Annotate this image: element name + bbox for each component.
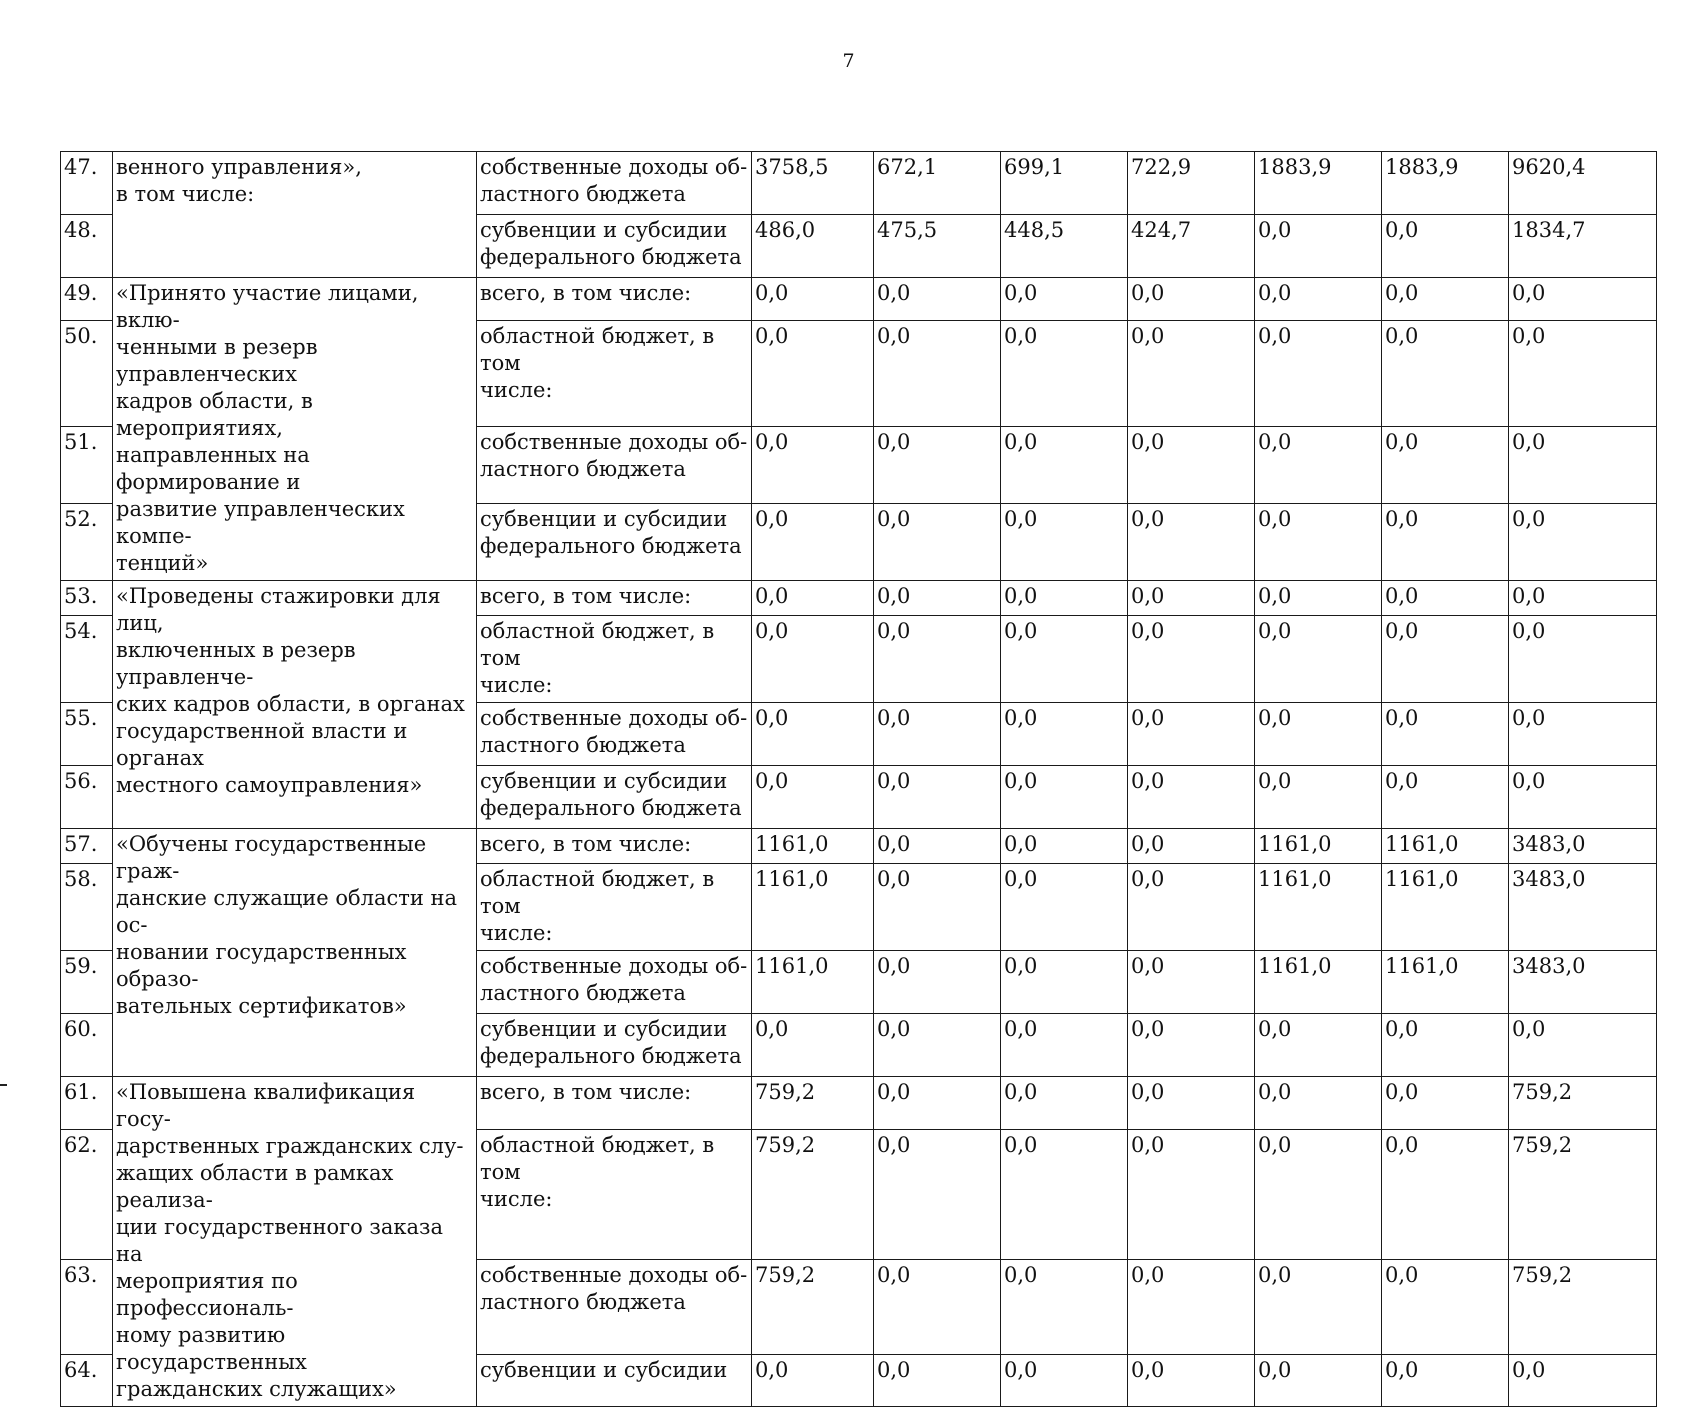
row-number: 57. (61, 829, 113, 864)
value-cell: 0,0 (752, 504, 874, 581)
funding-source: собственные доходы об- ластного бюджета (477, 703, 752, 766)
value-cell: 0,0 (1001, 703, 1128, 766)
value-cell: 0,0 (874, 703, 1001, 766)
value-cell: 0,0 (1255, 1260, 1382, 1355)
value-cell: 0,0 (1255, 427, 1382, 504)
funding-source: собственные доходы об- ластного бюджета (477, 427, 752, 504)
value-cell: 0,0 (1255, 766, 1382, 829)
value-cell: 486,0 (752, 215, 874, 278)
value-cell: 759,2 (752, 1077, 874, 1130)
value-cell: 0,0 (1128, 1014, 1255, 1077)
value-cell-total: 0,0 (1509, 320, 1657, 426)
value-cell: 0,0 (1128, 320, 1255, 426)
funding-source: всего, в том числе: (477, 1077, 752, 1130)
value-cell: 0,0 (1001, 1014, 1128, 1077)
value-cell: 0,0 (1128, 864, 1255, 951)
value-cell: 1161,0 (752, 951, 874, 1014)
value-cell-total: 0,0 (1509, 427, 1657, 504)
value-cell: 0,0 (1128, 1260, 1255, 1355)
value-cell-total: 3483,0 (1509, 951, 1657, 1014)
value-cell: 1161,0 (1382, 951, 1509, 1014)
value-cell: 0,0 (1255, 1354, 1382, 1407)
value-cell-total: 0,0 (1509, 1014, 1657, 1077)
event-description: «Принято участие лицами, вклю- ченными в резерв управленческих кадров области, в мероприятиях, направленных на формирование и развитие управленческих компе- тенций» (113, 278, 477, 581)
value-cell: 0,0 (1128, 1129, 1255, 1260)
value-cell: 672,1 (874, 152, 1001, 215)
value-cell: 0,0 (1382, 1077, 1509, 1130)
funding-source: собственные доходы об- ластного бюджета (477, 152, 752, 215)
value-cell: 0,0 (874, 320, 1001, 426)
row-number: 53. (61, 581, 113, 616)
value-cell: 0,0 (1382, 703, 1509, 766)
funding-source: собственные доходы об- ластного бюджета (477, 951, 752, 1014)
value-cell: 0,0 (1001, 1129, 1128, 1260)
value-cell: 0,0 (1128, 829, 1255, 864)
value-cell: 0,0 (752, 703, 874, 766)
funding-source: собственные доходы об- ластного бюджета (477, 1260, 752, 1355)
row-number: 60. (61, 1014, 113, 1077)
value-cell: 0,0 (1382, 1260, 1509, 1355)
value-cell: 0,0 (752, 278, 874, 321)
value-cell-total: 0,0 (1509, 278, 1657, 321)
value-cell: 0,0 (874, 951, 1001, 1014)
funding-source: субвенции и субсидии федерального бюджета (477, 215, 752, 278)
value-cell: 0,0 (752, 427, 874, 504)
row-number: 47. (61, 152, 113, 215)
value-cell: 0,0 (1001, 1077, 1128, 1130)
margin-mark (0, 1084, 7, 1086)
value-cell: 0,0 (1382, 278, 1509, 321)
value-cell-total: 0,0 (1509, 1354, 1657, 1407)
value-cell: 0,0 (1382, 504, 1509, 581)
value-cell: 0,0 (1382, 320, 1509, 426)
funding-source: всего, в том числе: (477, 581, 752, 616)
value-cell-total: 9620,4 (1509, 152, 1657, 215)
row-number: 54. (61, 616, 113, 703)
event-description: «Повышена квалификация госу- дарственных гражданских слу- жащих области в рамках реализа- ции государственного заказа на мероприятия по профессиональ- ному развитию государственных гражданских служащих» (113, 1077, 477, 1407)
value-cell-total: 759,2 (1509, 1077, 1657, 1130)
value-cell-total: 0,0 (1509, 616, 1657, 703)
row-number: 52. (61, 504, 113, 581)
table-row (61, 278, 1657, 321)
funding-source: областной бюджет, в том числе: (477, 1129, 752, 1260)
value-cell: 0,0 (874, 1129, 1001, 1260)
row-number: 64. (61, 1354, 113, 1407)
value-cell: 0,0 (874, 829, 1001, 864)
value-cell: 0,0 (1001, 951, 1128, 1014)
value-cell: 448,5 (1001, 215, 1128, 278)
value-cell: 1161,0 (1255, 829, 1382, 864)
value-cell: 1161,0 (752, 829, 874, 864)
value-cell: 0,0 (752, 581, 874, 616)
value-cell: 0,0 (1255, 278, 1382, 321)
value-cell: 1161,0 (752, 864, 874, 951)
value-cell: 0,0 (1001, 616, 1128, 703)
value-cell: 0,0 (874, 1014, 1001, 1077)
budget-table (60, 151, 1657, 1407)
value-cell: 0,0 (1382, 1014, 1509, 1077)
value-cell: 0,0 (1001, 504, 1128, 581)
value-cell: 0,0 (752, 616, 874, 703)
value-cell: 0,0 (874, 766, 1001, 829)
funding-source: областной бюджет, в том числе: (477, 320, 752, 426)
page-number: 7 (842, 50, 855, 72)
row-number: 55. (61, 703, 113, 766)
value-cell: 0,0 (1001, 320, 1128, 426)
funding-source: субвенции и субсидии федерального бюджета (477, 504, 752, 581)
value-cell: 0,0 (1128, 504, 1255, 581)
value-cell: 0,0 (1128, 278, 1255, 321)
funding-source: всего, в том числе: (477, 278, 752, 321)
value-cell: 699,1 (1001, 152, 1128, 215)
value-cell: 0,0 (1001, 829, 1128, 864)
value-cell: 0,0 (874, 864, 1001, 951)
value-cell: 0,0 (1001, 864, 1128, 951)
value-cell: 0,0 (1128, 951, 1255, 1014)
value-cell: 0,0 (752, 1014, 874, 1077)
value-cell-total: 0,0 (1509, 504, 1657, 581)
value-cell: 759,2 (752, 1129, 874, 1260)
row-number: 51. (61, 427, 113, 504)
value-cell: 0,0 (874, 616, 1001, 703)
table-row (61, 1077, 1657, 1130)
value-cell: 0,0 (874, 581, 1001, 616)
value-cell: 3758,5 (752, 152, 874, 215)
event-description: «Проведены стажировки для лиц, включенных в резерв управленче- ских кадров области, в органах государственной власти и органах местного самоуправления» (113, 581, 477, 829)
table-row (61, 581, 1657, 616)
value-cell: 0,0 (1255, 215, 1382, 278)
value-cell-total: 1834,7 (1509, 215, 1657, 278)
value-cell: 0,0 (874, 278, 1001, 321)
value-cell: 1883,9 (1382, 152, 1509, 215)
funding-source: областной бюджет, в том числе: (477, 616, 752, 703)
value-cell: 0,0 (1128, 1354, 1255, 1407)
value-cell: 424,7 (1128, 215, 1255, 278)
value-cell: 0,0 (1001, 278, 1128, 321)
row-number: 59. (61, 951, 113, 1014)
row-number: 63. (61, 1260, 113, 1355)
value-cell: 0,0 (1001, 766, 1128, 829)
value-cell-total: 3483,0 (1509, 829, 1657, 864)
value-cell-total: 0,0 (1509, 581, 1657, 616)
value-cell: 0,0 (1382, 581, 1509, 616)
value-cell-total: 0,0 (1509, 703, 1657, 766)
value-cell: 0,0 (1255, 504, 1382, 581)
value-cell: 1883,9 (1255, 152, 1382, 215)
value-cell: 0,0 (1001, 1354, 1128, 1407)
row-number: 48. (61, 215, 113, 278)
value-cell: 0,0 (752, 1354, 874, 1407)
value-cell: 0,0 (1128, 766, 1255, 829)
value-cell: 0,0 (1255, 320, 1382, 426)
event-description: «Обучены государственные граж- данские служащие области на ос- новании государственных образо- вательных сертификатов» (113, 829, 477, 1077)
value-cell: 0,0 (1255, 581, 1382, 616)
row-number: 50. (61, 320, 113, 426)
value-cell-total: 759,2 (1509, 1260, 1657, 1355)
table-row (61, 152, 1657, 215)
funding-source: субвенции и субсидии (477, 1354, 752, 1407)
value-cell: 1161,0 (1255, 951, 1382, 1014)
row-number: 58. (61, 864, 113, 951)
value-cell: 0,0 (1128, 703, 1255, 766)
value-cell: 0,0 (1382, 766, 1509, 829)
row-number: 49. (61, 278, 113, 321)
funding-source: всего, в том числе: (477, 829, 752, 864)
value-cell: 0,0 (1255, 703, 1382, 766)
value-cell: 0,0 (874, 427, 1001, 504)
value-cell: 0,0 (1128, 1077, 1255, 1130)
value-cell: 0,0 (874, 1260, 1001, 1355)
event-description: венного управления», в том числе: (113, 152, 477, 278)
value-cell: 0,0 (1255, 616, 1382, 703)
value-cell-total: 759,2 (1509, 1129, 1657, 1260)
value-cell: 0,0 (874, 504, 1001, 581)
value-cell: 0,0 (1382, 1354, 1509, 1407)
value-cell: 0,0 (1128, 581, 1255, 616)
value-cell: 0,0 (1128, 427, 1255, 504)
value-cell: 0,0 (1382, 427, 1509, 504)
value-cell: 0,0 (1382, 1129, 1509, 1260)
value-cell: 0,0 (1255, 1129, 1382, 1260)
value-cell: 0,0 (874, 1354, 1001, 1407)
value-cell: 0,0 (1128, 616, 1255, 703)
value-cell: 0,0 (1382, 215, 1509, 278)
value-cell: 1161,0 (1382, 829, 1509, 864)
funding-source: областной бюджет, в том числе: (477, 864, 752, 951)
value-cell: 0,0 (1001, 581, 1128, 616)
funding-source: субвенции и субсидии федерального бюджета (477, 766, 752, 829)
table-row (61, 829, 1657, 864)
value-cell: 722,9 (1128, 152, 1255, 215)
value-cell-total: 0,0 (1509, 766, 1657, 829)
value-cell: 0,0 (752, 320, 874, 426)
value-cell: 0,0 (1001, 427, 1128, 504)
value-cell: 0,0 (1255, 1014, 1382, 1077)
value-cell: 0,0 (1255, 1077, 1382, 1130)
row-number: 61. (61, 1077, 113, 1130)
value-cell-total: 3483,0 (1509, 864, 1657, 951)
funding-source: субвенции и субсидии федерального бюджета (477, 1014, 752, 1077)
value-cell: 475,5 (874, 215, 1001, 278)
row-number: 62. (61, 1129, 113, 1260)
value-cell: 1161,0 (1382, 864, 1509, 951)
value-cell: 0,0 (752, 766, 874, 829)
value-cell: 0,0 (1001, 1260, 1128, 1355)
value-cell: 759,2 (752, 1260, 874, 1355)
value-cell: 0,0 (874, 1077, 1001, 1130)
value-cell: 1161,0 (1255, 864, 1382, 951)
value-cell: 0,0 (1382, 616, 1509, 703)
row-number: 56. (61, 766, 113, 829)
